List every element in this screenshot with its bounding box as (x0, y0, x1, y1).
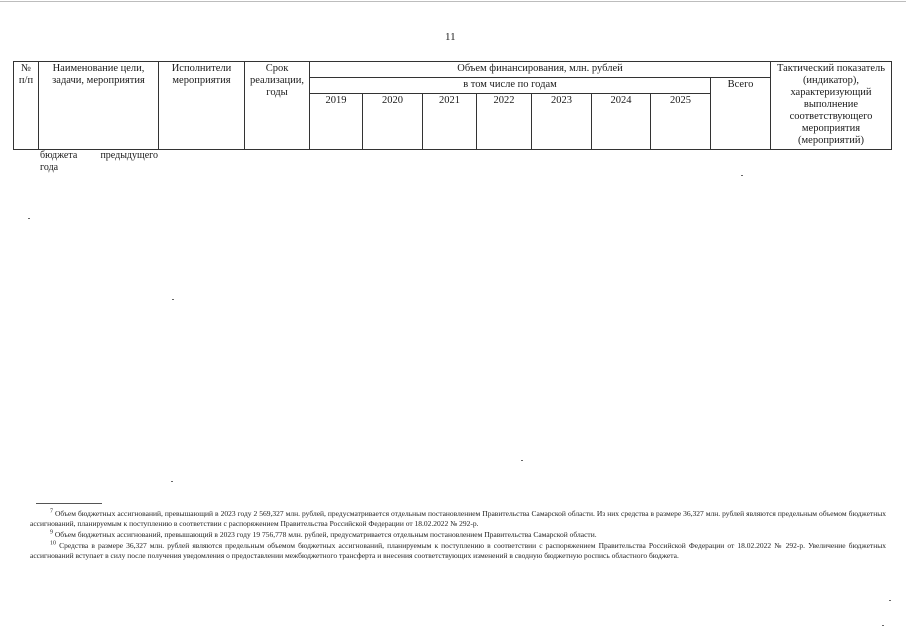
scan-speck (889, 600, 891, 601)
footnotes (30, 509, 886, 562)
footnote-7-text: Объем бюджетных ассигнований, превышающий в 2023 году 2 569,327 млн. рублей, предусматривается отдельным постановлением Правительства Самарской области. Из них средства в размере 36,327 млн. рублей являются предельным объемом бюджетных ассигнований, планируемым к поступлению в соответствии с распоряжением Правительства Российской Федерации от 18.02.2022 № 292-р. (30, 509, 887, 528)
header-year-2025: 2025 (651, 94, 711, 150)
footnote-7-mark: 7 (50, 508, 53, 515)
header-by-years: в том числе по годам (310, 78, 711, 94)
scan-speck (28, 218, 30, 219)
header-year-2024: 2024 (592, 94, 651, 150)
continuation-text (40, 150, 158, 174)
program-table (13, 61, 892, 150)
header-year-2023: 2023 (532, 94, 592, 150)
scan-speck (521, 460, 523, 461)
scan-speck (882, 625, 884, 626)
header-num: № п/п (14, 62, 39, 150)
continuation-line-1: бюджета предыдущего (40, 150, 158, 161)
top-edge-line (0, 1, 906, 2)
header-year-2020: 2020 (363, 94, 423, 150)
footnote-10-text: Средства в размере 36,327 млн. рублей являются предельным объемом бюджетных ассигнований, планируемым к поступлению в соответствии с распоряжением Правительства Российской Федерации от 18.02.2022 № 292-р. Увеличение бюджетных ассигнований вступает в силу после получения уведомления о предоставлении межбюджетного трансферта и внесения соответствующих изменений в сводную бюджетную роспись областного бюджета. (30, 541, 886, 560)
header-total: Всего (711, 78, 771, 150)
footnote-separator (36, 503, 102, 504)
scan-speck (172, 299, 174, 300)
scan-speck (171, 481, 173, 482)
footnote-10 (30, 541, 886, 561)
header-indicator: Тактический показатель (индикатор), характеризующий выполнение соответствующего мероприятия (мероприятий) (771, 62, 892, 150)
footnote-10-mark: 10 (50, 540, 56, 547)
footnote-9-text: Объем бюджетных ассигнований, превышающий в 2023 году 19 756,778 млн. рублей, предусматривается отдельным постановлением Правительства Самарской области. (54, 530, 597, 539)
footnote-9-mark: 9 (50, 529, 53, 536)
continuation-line-2: года (40, 162, 59, 173)
header-name: Наименование цели, задачи, мероприятия (39, 62, 159, 150)
footnote-9 (30, 530, 886, 540)
header-executors: Исполнители мероприятия (159, 62, 245, 150)
header-year-2021: 2021 (423, 94, 477, 150)
header-year-2019: 2019 (310, 94, 363, 150)
footnote-7 (30, 509, 886, 529)
header-period: Срок реализации, годы (245, 62, 310, 150)
scan-speck (741, 175, 743, 176)
header-funding: Объем финансирования, млн. рублей (310, 62, 771, 78)
header-year-2022: 2022 (477, 94, 532, 150)
page-number: 11 (445, 31, 456, 43)
